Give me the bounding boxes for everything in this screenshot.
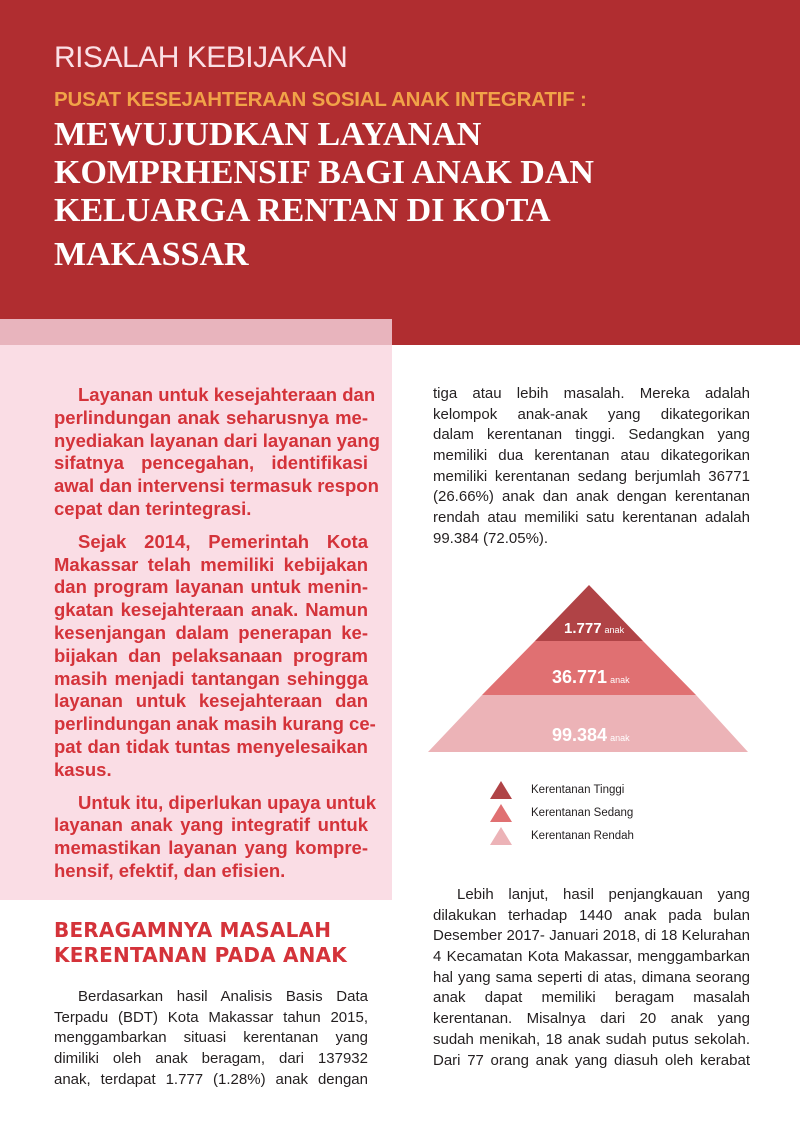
text-line: memiliki dua kerentanan atau dikategorikan bbox=[433, 447, 750, 465]
intro-text bbox=[54, 384, 380, 893]
triangle-icon bbox=[490, 781, 512, 799]
pyramid-label-low: 99.384 anak bbox=[552, 725, 630, 745]
vulnerability-pyramid-chart bbox=[428, 585, 750, 753]
text-line: dan program layanan untuk menin- bbox=[54, 576, 368, 598]
text-line: perlindungan anak masih kurang ce- bbox=[54, 713, 376, 735]
text-line: hal yang sama seperti di atas, dimana seorang bbox=[433, 968, 750, 986]
decorative-band bbox=[0, 319, 392, 345]
text-line: kesenjangan dalam penerapan ke- bbox=[54, 621, 368, 643]
text-line: Lebih lanjut, hasil penjangkauan yang bbox=[457, 886, 750, 903]
text-line: memiliki kerentanan sedang berjumlah 36771 bbox=[433, 467, 750, 485]
text-line: masih menjadi tantangan sehingga bbox=[54, 667, 368, 689]
title-line: MEWUJUDKAN LAYANAN bbox=[54, 116, 482, 153]
pyramid-label-high: 1.777 anak bbox=[564, 620, 625, 637]
text-line: kerentanan. Misalnya dari 20 anak yang bbox=[433, 1010, 750, 1028]
text-line: (26.66%) anak dan anak dengan kerentanan bbox=[433, 488, 750, 506]
text-line: pat dan tidak tuntas menyelesaikan bbox=[54, 735, 368, 757]
text-line: Desember 2017- Januari 2018, di 18 Kelurahan bbox=[433, 927, 750, 945]
body-text-right-top bbox=[433, 384, 750, 550]
body-text-left bbox=[54, 987, 368, 1090]
heading-line: KERENTANAN PADA ANAK bbox=[54, 943, 347, 967]
text-line: Berdasarkan hasil Analisis Basis Data bbox=[78, 988, 368, 1005]
text-line: anak, terdapat 1.777 (1.28%) anak dengan bbox=[54, 1070, 368, 1088]
text-line: memastikan layanan yang kompre- bbox=[54, 837, 368, 859]
text-line: dalam kerentanan tinggi. Sedangkan yang bbox=[433, 426, 750, 444]
text-line: nyediakan layanan dari layanan yang bbox=[54, 429, 380, 451]
title-line: MAKASSAR bbox=[54, 236, 249, 273]
text-line: kelompok anak-anak yang dikategorikan bbox=[433, 405, 750, 423]
text-line: Untuk itu, diperlukan upaya untuk bbox=[78, 791, 377, 813]
heading-line: BERAGAMNYA MASALAH bbox=[54, 918, 332, 942]
triangle-icon bbox=[490, 827, 512, 845]
text-line: layanan anak yang integratif untuk bbox=[54, 814, 368, 836]
text-line: Terpadu (BDT) Kota Makassar tahun 2015, bbox=[54, 1008, 368, 1026]
intro-paragraph bbox=[54, 530, 376, 782]
text-line: kasus. bbox=[54, 758, 112, 780]
body-text-right-bottom bbox=[433, 885, 750, 1071]
document-title bbox=[54, 116, 594, 274]
text-line: dimiliki oleh anak beragam, dari 137932 bbox=[54, 1050, 368, 1068]
text-line: Makassar telah memiliki kebijakan bbox=[54, 553, 368, 575]
document-subtitle: PUSAT KESEJAHTERAAN SOSIAL ANAK INTEGRATIF : bbox=[54, 88, 587, 111]
intro-paragraph bbox=[54, 384, 380, 521]
intro-paragraph bbox=[54, 791, 377, 883]
text-line: bijakan dan pelaksanaan program bbox=[54, 644, 368, 666]
document-kicker: RISALAH KEBIJAKAN bbox=[54, 41, 348, 74]
text-line: 4 Kecamatan Kota Makassar, menggambarkan bbox=[433, 948, 750, 966]
text-line: tiga atau lebih masalah. Mereka adalah bbox=[433, 385, 750, 402]
chart-legend bbox=[490, 778, 634, 847]
section-heading bbox=[54, 918, 347, 968]
text-line: rendah atau memiliki satu kerentanan adalah bbox=[433, 509, 750, 527]
title-line: KELUARGA RENTAN DI KOTA bbox=[54, 192, 551, 229]
text-line: awal dan intervensi termasuk respon bbox=[54, 475, 379, 497]
text-line: 99.384 (72.05%). bbox=[433, 529, 549, 547]
text-line: cepat dan terintegrasi. bbox=[54, 497, 252, 519]
text-line: menggambarkan situasi kerentanan yang bbox=[54, 1029, 368, 1047]
text-line: layanan untuk kesejahteraan dan bbox=[54, 690, 368, 712]
legend-item-medium: Kerentanan Sedang bbox=[490, 801, 634, 824]
text-line: sifatnya pencegahan, identifikasi bbox=[54, 452, 368, 474]
text-line: dilakukan terhadap 1440 anak pada bulan bbox=[433, 906, 750, 924]
text-line: Sejak 2014, Pemerintah Kota bbox=[78, 530, 368, 552]
text-line: Dari 77 orang anak yang diasuh oleh kerabat bbox=[433, 1051, 750, 1069]
text-line: sudah menikah, 18 anak sudah putus sekolah. bbox=[433, 1030, 750, 1048]
triangle-icon bbox=[490, 804, 512, 822]
text-line: Layanan untuk kesejahteraan dan bbox=[78, 384, 376, 405]
text-line: anak dapat memiliki beragam masalah bbox=[433, 989, 750, 1007]
legend-item-low: Kerentanan Rendah bbox=[490, 824, 634, 847]
legend-item-high: Kerentanan Tinggi bbox=[490, 778, 634, 801]
text-line: hensif, efektif, dan efisien. bbox=[54, 859, 286, 881]
pyramid-label-medium: 36.771 anak bbox=[552, 667, 630, 687]
header-banner bbox=[0, 0, 800, 345]
title-line: KOMPRHENSIF BAGI ANAK DAN bbox=[54, 154, 594, 191]
text-line: perlindungan anak seharusnya me- bbox=[54, 406, 368, 428]
text-line: gkatan kesejahteraan anak. Namun bbox=[54, 599, 368, 621]
